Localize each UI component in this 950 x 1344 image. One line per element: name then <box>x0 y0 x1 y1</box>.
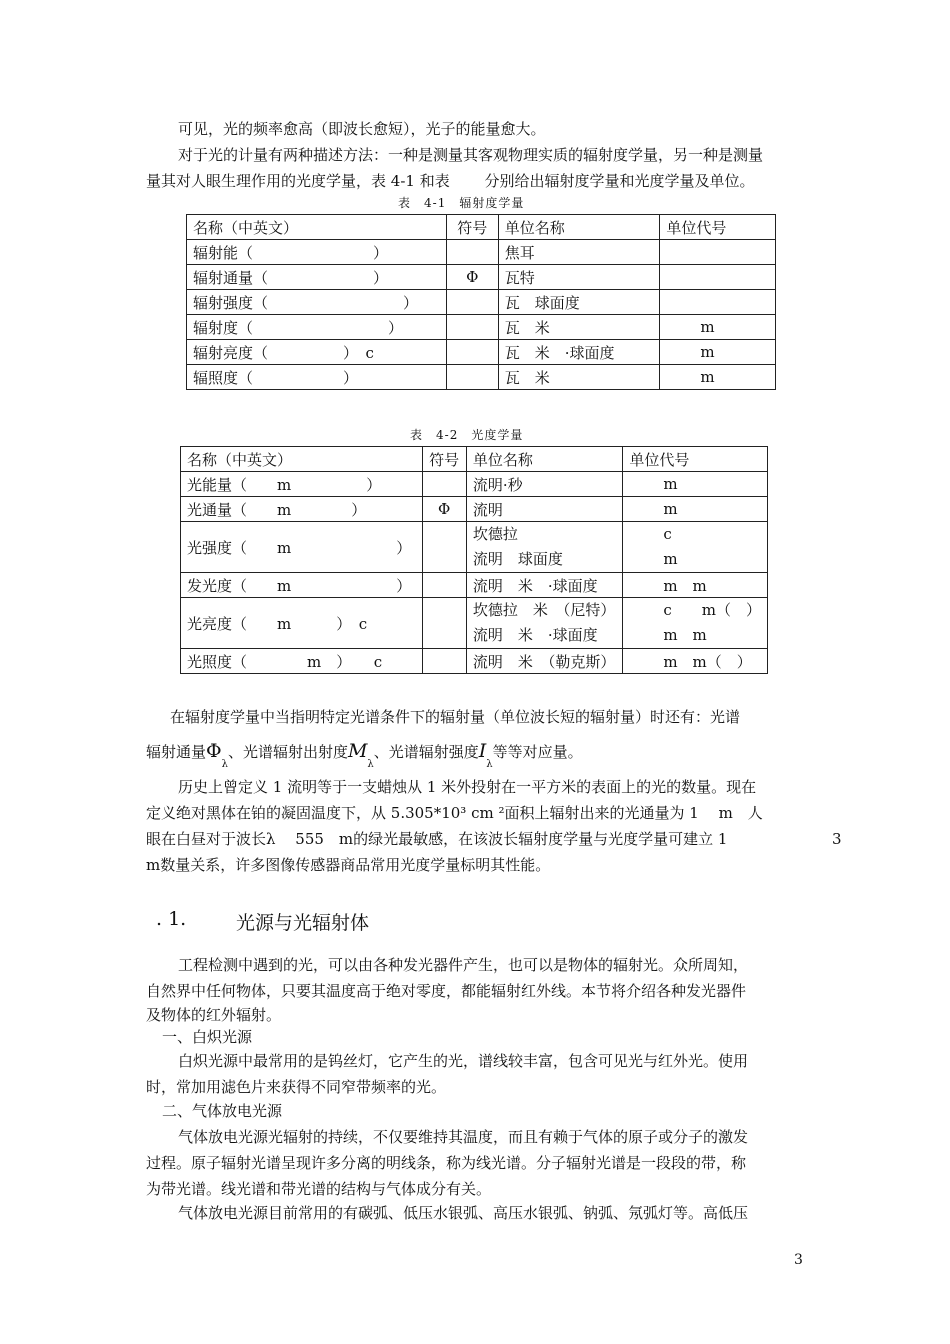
para2-seg1: 辐射通量 <box>146 743 207 761</box>
table2-cell-name: 光通量（ m ） <box>181 497 423 522</box>
table1-cell-symbol <box>446 365 498 390</box>
para2-seg3: 、光谱辐射强度 <box>373 743 479 761</box>
table-row <box>181 598 768 649</box>
table1-cell-name: 辐射度（ ） <box>187 315 447 340</box>
table2-cell-unit-code <box>623 522 768 573</box>
table1-cell-unit-name: 瓦 球面度 <box>498 290 660 315</box>
section-title: 光源与光辐射体 <box>236 912 370 934</box>
table-row <box>187 365 776 390</box>
symbol-m: M <box>347 740 368 762</box>
table2-cell-unit-name: 流明 米 （勒克斯） <box>466 649 622 674</box>
table2-cell-unit-code: m m（ ） <box>623 649 768 674</box>
table2-cell-line: m <box>663 550 678 568</box>
table-row <box>181 573 768 598</box>
table2-cell-symbol <box>422 573 466 598</box>
table1-cell-name: 辐射亮度（ ） c <box>187 340 447 365</box>
sub2-line-1: 气体放电光源光辐射的持续，不仅要维持其温度，而且有赖于气体的原子或分子的激发 <box>178 1128 749 1146</box>
sub1-line-1: 白炽光源中最常用的是钨丝灯，它产生的光，谱线较丰富，包含可见光与红外光。使用 <box>178 1052 749 1070</box>
table2-cell-unit-code: m <box>623 497 768 522</box>
table1-cell-unit-name: 瓦 米 <box>498 315 660 340</box>
intro-line-3: 量其对人眼生理作用的光度学量，表 4-1 和表 分别给出辐射度学量和光度学量及单位。 <box>146 172 755 190</box>
table1-cell-symbol <box>446 315 498 340</box>
table2-cell-name: 发光度（ m ） <box>181 573 423 598</box>
table1-cell-unit-code: m <box>660 315 776 340</box>
table1-header-name: 名称（中英文） <box>187 215 447 240</box>
table1-cell-symbol: Φ <box>446 265 498 290</box>
intro-line-2: 对于光的计量有两种描述方法：一种是测量其客观物理实质的辐射度学量，另一种是测量 <box>178 146 764 164</box>
table-row <box>181 497 768 522</box>
para3-line-1: 历史上曾定义 1 流明等于一支蜡烛从 1 米外投射在一平方米的表面上的光的数量。现在 <box>178 778 757 796</box>
table2-cell-unit-name <box>466 522 622 573</box>
table1-header-unit-name: 单位名称 <box>498 215 660 240</box>
table2-cell-symbol <box>422 598 466 649</box>
table2-header-name: 名称（中英文） <box>181 447 423 472</box>
table1-cell-name: 辐照度（ ） <box>187 365 447 390</box>
para3-line-4: m数量关系，许多图像传感器商品常用光度学量标明其性能。 <box>146 856 551 874</box>
para2-seg2: 、光谱辐射出射度 <box>227 743 348 761</box>
para4-line-3: 及物体的红外辐射。 <box>146 1006 282 1024</box>
table2-cell-symbol <box>422 472 466 497</box>
subscript-lambda: λ <box>367 759 374 770</box>
table1-cell-unit-code: m <box>660 340 776 365</box>
subheading-gas-discharge: 二、气体放电光源 <box>162 1102 283 1120</box>
table1-cell-unit-name: 瓦特 <box>498 265 660 290</box>
table2-cell-name: 光亮度（ m ） c <box>181 598 423 649</box>
subscript-lambda: λ <box>486 759 493 770</box>
table-row <box>181 472 768 497</box>
para3-line-3: 眼在白昼对于波长λ 555 m的绿光最敏感，在该波长辐射度学量与光度学量可建立 1 <box>146 830 728 848</box>
table-row <box>187 315 776 340</box>
para3-line-2: 定义绝对黑体在铂的凝固温度下，从 5.305*10³ cm ²面积上辐射出来的光通量为 1 m 人 <box>146 804 763 822</box>
page-number: 3 <box>794 1252 803 1268</box>
table2-cell-unit-name <box>466 598 622 649</box>
table2-cell-unit-name: 流明·秒 <box>466 472 622 497</box>
table2-cell-line: c m（ ） <box>663 601 761 619</box>
table1-cell-name: 辐射强度（ ） <box>187 290 447 315</box>
table2-cell-line: 坎德拉 米 （尼特） <box>472 601 616 619</box>
table1-cell-unit-code <box>660 240 776 265</box>
table-row <box>187 240 776 265</box>
subscript-lambda: λ <box>221 759 228 770</box>
table2-cell-line: 坎德拉 <box>472 525 518 543</box>
table1-cell-name: 辐射通量（ ） <box>187 265 447 290</box>
table1-header-unit-code: 单位代号 <box>660 215 776 240</box>
table1-cell-unit-name: 焦耳 <box>498 240 660 265</box>
table2-cell-symbol <box>422 522 466 573</box>
table-row <box>181 649 768 674</box>
table1-cell-unit-code: m <box>660 365 776 390</box>
table-radiometric <box>186 214 776 390</box>
para3-line-3-right: 3 <box>832 830 842 848</box>
table2-header-row <box>181 447 768 472</box>
table2-cell-name: 光照度（ m ） c <box>181 649 423 674</box>
table2-header-unit-name: 单位名称 <box>466 447 622 472</box>
table2-cell-line: c <box>663 525 672 543</box>
table1-cell-symbol <box>446 340 498 365</box>
table1-cell-name: 辐射能（ ） <box>187 240 447 265</box>
table2-cell-line: 流明 米 ·球面度 <box>472 626 598 644</box>
table-row <box>181 522 768 573</box>
para2-line-1: 在辐射度学量中当指明特定光谱条件下的辐射量（单位波长短的辐射量）时还有：光谱 <box>170 708 741 726</box>
table2-cell-unit-code <box>623 598 768 649</box>
para4-line-1: 工程检测中遇到的光，可以由各种发光器件产生，也可以是物体的辐射光。众所周知， <box>178 956 749 974</box>
symbol-i: I <box>478 740 487 762</box>
sub1-line-2: 时，常加用滤色片来获得不同窄带频率的光。 <box>146 1078 447 1096</box>
table-row <box>187 340 776 365</box>
table2-cell-name: 光强度（ m ） <box>181 522 423 573</box>
section-number: . 1. <box>156 908 187 930</box>
table1-cell-unit-name: 瓦 米 ·球面度 <box>498 340 660 365</box>
para4-line-2: 自然界中任何物体，只要其温度高于绝对零度，都能辐射红外线。本节将介绍各种发光器件 <box>146 982 747 1000</box>
table2-cell-line: m m <box>663 626 707 644</box>
table-photometric <box>180 446 768 674</box>
table1-cell-unit-code <box>660 290 776 315</box>
table1-cell-symbol <box>446 240 498 265</box>
sub2-line-3: 为带光谱。线光谱和带光谱的结构与气体成分有关。 <box>146 1180 492 1198</box>
table2-cell-line: 流明 球面度 <box>472 550 563 568</box>
table1-cell-symbol <box>446 290 498 315</box>
intro-line-1: 可见，光的频率愈高（即波长愈短），光子的能量愈大。 <box>178 120 546 138</box>
para2-seg4: 等等对应量。 <box>492 743 583 761</box>
table2-cell-unit-code: m <box>623 472 768 497</box>
table-row <box>187 290 776 315</box>
para2-line-2 <box>146 738 583 778</box>
table1-header-row <box>187 215 776 240</box>
table1-caption: 表 4-1 辐射度学量 <box>398 196 525 210</box>
table2-cell-name: 光能量（ m ） <box>181 472 423 497</box>
table2-header-symbol: 符号 <box>422 447 466 472</box>
table2-cell-symbol: Φ <box>422 497 466 522</box>
table2-cell-unit-name: 流明 <box>466 497 622 522</box>
sub2-line-2: 过程。原子辐射光谱呈现许多分离的明线条，称为线光谱。分子辐射光谱是一段段的带，称 <box>146 1154 747 1172</box>
table1-cell-unit-name: 瓦 米 <box>498 365 660 390</box>
symbol-phi: Φ <box>206 740 222 762</box>
subheading-incandescent: 一、白炽光源 <box>162 1028 253 1046</box>
table2-header-unit-code: 单位代号 <box>623 447 768 472</box>
table1-cell-unit-code <box>660 265 776 290</box>
table-row <box>187 265 776 290</box>
sub2-line-4: 气体放电光源目前常用的有碳弧、低压水银弧、高压水银弧、钠弧、氖弧灯等。高低压 <box>178 1204 749 1222</box>
table1-header-symbol: 符号 <box>446 215 498 240</box>
table2-cell-unit-code: m m <box>623 573 768 598</box>
table2-cell-unit-name: 流明 米 ·球面度 <box>466 573 622 598</box>
table2-caption: 表 4-2 光度学量 <box>410 428 524 442</box>
table2-cell-symbol <box>422 649 466 674</box>
